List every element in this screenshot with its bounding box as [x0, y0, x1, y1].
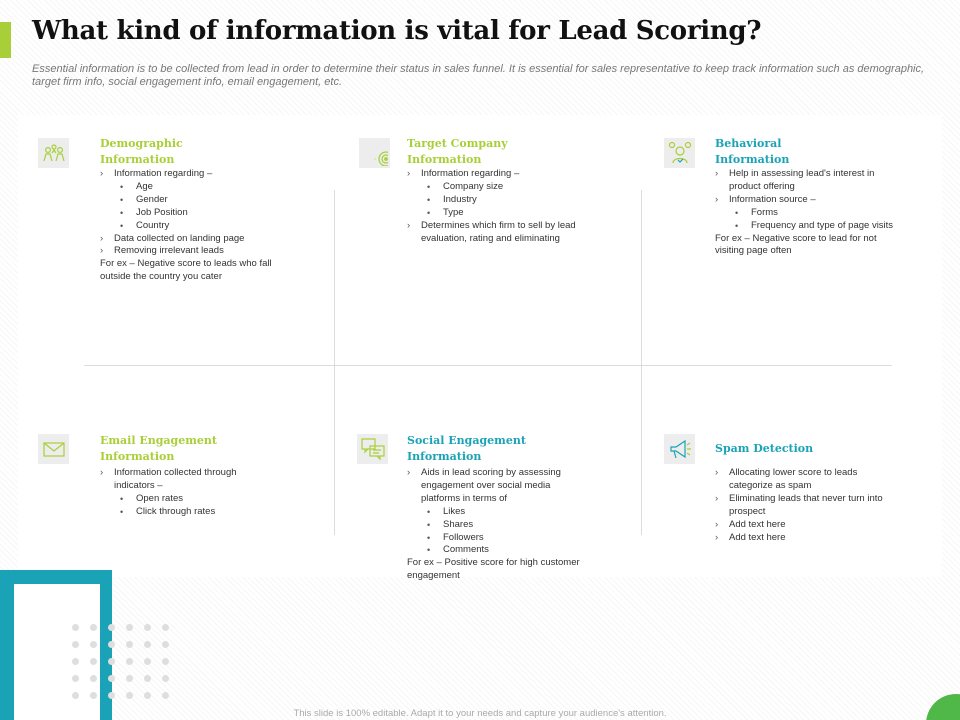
list-item-text: Type: [443, 206, 464, 218]
decorative-dot: [90, 624, 97, 631]
list-item: [100, 480, 325, 493]
list-item: [407, 493, 632, 506]
section-title-email: Email Engagement Information: [100, 434, 217, 463]
list-item: [407, 532, 632, 545]
section-list-target-company: [407, 168, 632, 245]
decorative-dot: [108, 658, 115, 665]
list-item-text: Eliminating leads that never turn into: [729, 492, 883, 504]
list-item: [715, 493, 940, 506]
list-item-text: outside the country you cater: [100, 271, 222, 283]
list-item: [100, 493, 325, 506]
chevron-right-icon: ›: [100, 245, 104, 257]
chevron-right-icon: ›: [100, 232, 104, 244]
list-item-text: Add text here: [729, 531, 786, 543]
decorative-dot: [126, 624, 133, 631]
list-item-text: For ex – Negative score to leads who fall: [100, 258, 272, 270]
list-item: [715, 233, 940, 246]
decorative-dot: [108, 692, 115, 699]
list-item: [715, 207, 940, 220]
list-item-text: Information regarding –: [421, 168, 520, 179]
social-chat-icon: [357, 434, 388, 464]
list-item-text: Aids in lead scoring by assessing: [421, 467, 561, 478]
list-item-text: Job Position: [136, 206, 188, 218]
section-list-demographic: [100, 168, 325, 284]
decorative-dot: [90, 658, 97, 665]
list-item-text: Click through rates: [136, 505, 216, 517]
divider-horizontal: [84, 365, 892, 366]
list-item-text: Industry: [443, 193, 477, 205]
list-item: [715, 181, 940, 194]
section-list-behavioral: [715, 168, 940, 258]
list-item: [100, 220, 325, 233]
title-accent-bar: [0, 22, 11, 58]
chevron-right-icon: ›: [100, 168, 104, 179]
chevron-right-icon: ›: [100, 467, 104, 478]
list-item: [715, 506, 940, 519]
decorative-dot: [162, 658, 169, 665]
decorative-dot: [144, 641, 151, 648]
list-item-text: Information source –: [729, 193, 816, 205]
list-item-text: Frequency and type of page visits: [751, 219, 894, 231]
bullet-icon: •: [427, 532, 431, 543]
list-item: [100, 271, 325, 284]
chevron-right-icon: ›: [407, 467, 411, 478]
bullet-icon: •: [120, 181, 124, 192]
list-item-text: Data collected on landing page: [114, 232, 245, 244]
bullet-icon: •: [120, 493, 124, 504]
list-item-text: Shares: [443, 518, 474, 530]
divider-vertical-right: [641, 190, 642, 535]
decorative-dot: [144, 692, 151, 699]
list-item-text: Likes: [443, 505, 466, 517]
chevron-right-icon: [407, 233, 421, 246]
spam-megaphone-icon: [664, 434, 695, 464]
chevron-right-icon: [407, 493, 421, 506]
list-item-text: indicators –: [114, 479, 163, 491]
list-item-text: Information collected through: [114, 467, 237, 478]
bullet-icon: •: [427, 194, 431, 205]
bullet-icon: •: [735, 220, 739, 231]
list-item: [407, 557, 632, 570]
list-item: [407, 480, 632, 493]
decorative-dot: [126, 641, 133, 648]
chevron-right-icon: [715, 506, 729, 519]
list-item: [715, 220, 940, 233]
envelope-icon: [38, 434, 69, 464]
section-title-demographic: Demographic Information: [100, 137, 183, 166]
list-item: [100, 181, 325, 194]
list-item-text: Information regarding –: [114, 168, 213, 179]
chevron-right-icon: ›: [715, 518, 719, 530]
list-item: [407, 544, 632, 557]
chevron-right-icon: ›: [715, 193, 719, 205]
page-title: What kind of information is vital for Lead Scoring?: [32, 16, 762, 46]
list-item: [100, 207, 325, 220]
chevron-right-icon: ›: [715, 168, 719, 179]
decorative-dot: [90, 641, 97, 648]
section-list-spam: [715, 467, 940, 544]
list-item-text: Removing irrelevant leads: [114, 245, 224, 257]
list-item-text: evaluation, rating and eliminating: [421, 232, 560, 244]
list-item: [407, 194, 632, 207]
list-item-text: platforms in terms of: [421, 492, 508, 504]
decorative-dot: [162, 624, 169, 631]
decorative-dot: [126, 675, 133, 682]
decorative-dot: [144, 658, 151, 665]
footer-note: This slide is 100% editable. Adapt it to your needs and capture your audience's attention.: [293, 708, 667, 719]
list-item-text: Age: [136, 180, 153, 192]
target-icon: [359, 138, 390, 168]
list-item-text: Help in assessing lead's interest in: [729, 168, 875, 179]
section-title-social: Social Engagement Information: [407, 434, 526, 463]
section-title-target-company: Target Company Information: [407, 137, 508, 166]
list-item: [407, 168, 632, 181]
list-item: [100, 467, 325, 480]
decorative-dot: [72, 641, 79, 648]
list-item: [100, 245, 325, 258]
decorative-dot: [162, 641, 169, 648]
list-item: [407, 467, 632, 480]
decorative-dot-grid: [72, 624, 182, 704]
chevron-right-icon: ›: [407, 168, 411, 179]
chevron-right-icon: [407, 480, 421, 493]
list-item: [407, 570, 632, 583]
list-item: [407, 519, 632, 532]
list-item: [715, 194, 940, 207]
list-item: [100, 258, 325, 271]
list-item-text: For ex – Negative score to lead for not: [715, 232, 877, 244]
chevron-right-icon: [715, 181, 729, 194]
section-title-behavioral: Behavioral Information: [715, 137, 790, 166]
list-item-text: For ex – Positive score for high customer: [407, 557, 580, 569]
decorative-dot: [72, 658, 79, 665]
list-item-text: Comments: [443, 544, 489, 556]
list-item-text: Allocating lower score to leads: [729, 467, 858, 478]
section-title-spam: Spam Detection: [715, 442, 814, 455]
list-item-text: engagement: [407, 570, 460, 582]
list-item: [715, 168, 940, 181]
chevron-right-icon: ›: [407, 219, 411, 231]
list-item: [407, 207, 632, 220]
list-item-text: prospect: [729, 505, 766, 517]
list-item-text: Forms: [751, 206, 778, 218]
list-item-text: Followers: [443, 531, 484, 543]
list-item: [715, 467, 940, 480]
list-item-text: Company size: [443, 180, 504, 192]
list-item-text: Add text here: [729, 518, 786, 530]
bullet-icon: •: [427, 545, 431, 556]
decorative-dot: [126, 692, 133, 699]
decorative-dot: [72, 675, 79, 682]
list-item-text: engagement over social media: [421, 479, 551, 491]
behavioral-icon: [664, 138, 695, 168]
bullet-icon: •: [427, 506, 431, 517]
list-item: [715, 245, 940, 258]
decorative-dot: [108, 624, 115, 631]
list-item: [407, 220, 632, 233]
decorative-dot: [72, 692, 79, 699]
list-item: [407, 506, 632, 519]
decorative-dot: [126, 658, 133, 665]
list-item: [100, 168, 325, 181]
decorative-dot: [144, 624, 151, 631]
demographic-icon: [38, 138, 69, 168]
decorative-dot: [144, 675, 151, 682]
chevron-right-icon: ›: [715, 467, 719, 478]
bullet-icon: •: [427, 207, 431, 218]
chevron-right-icon: [715, 480, 729, 493]
chevron-right-icon: ›: [715, 492, 719, 504]
list-item-text: Country: [136, 219, 170, 231]
section-list-social: [407, 467, 632, 583]
bullet-icon: •: [735, 207, 739, 218]
decorative-dot: [90, 692, 97, 699]
decorative-dot: [72, 624, 79, 631]
list-item: [715, 480, 940, 493]
list-item: [407, 233, 632, 246]
list-item-text: visiting page often: [715, 245, 792, 257]
list-item: [100, 506, 325, 519]
chevron-right-icon: ›: [715, 531, 719, 543]
list-item-text: product offering: [729, 180, 795, 192]
chevron-right-icon: [100, 480, 114, 493]
divider-vertical-left: [334, 190, 335, 535]
list-item: [100, 194, 325, 207]
list-item: [715, 519, 940, 532]
section-list-email: [100, 467, 325, 519]
list-item: [715, 532, 940, 545]
bullet-icon: •: [120, 220, 124, 231]
decorative-dot: [162, 675, 169, 682]
list-item-text: categorize as spam: [729, 479, 812, 491]
decorative-dot: [108, 675, 115, 682]
list-item: [100, 233, 325, 246]
list-item-text: Gender: [136, 193, 168, 205]
list-item: [407, 181, 632, 194]
bullet-icon: •: [427, 519, 431, 530]
bullet-icon: •: [120, 194, 124, 205]
list-item-text: Determines which firm to sell by lead: [421, 219, 576, 231]
bullet-icon: •: [427, 181, 431, 192]
page-subtitle: Essential information is to be collected from lead in order to determine their status in sales funnel. It is essential for sales representative to keep track information such as demographic, target firm info, social engagement info, email engagement, etc.: [32, 63, 925, 88]
decorative-dot: [162, 692, 169, 699]
bullet-icon: •: [120, 506, 124, 517]
list-item-text: Open rates: [136, 492, 183, 504]
decorative-dot: [90, 675, 97, 682]
decorative-dot: [108, 641, 115, 648]
bullet-icon: •: [120, 207, 124, 218]
